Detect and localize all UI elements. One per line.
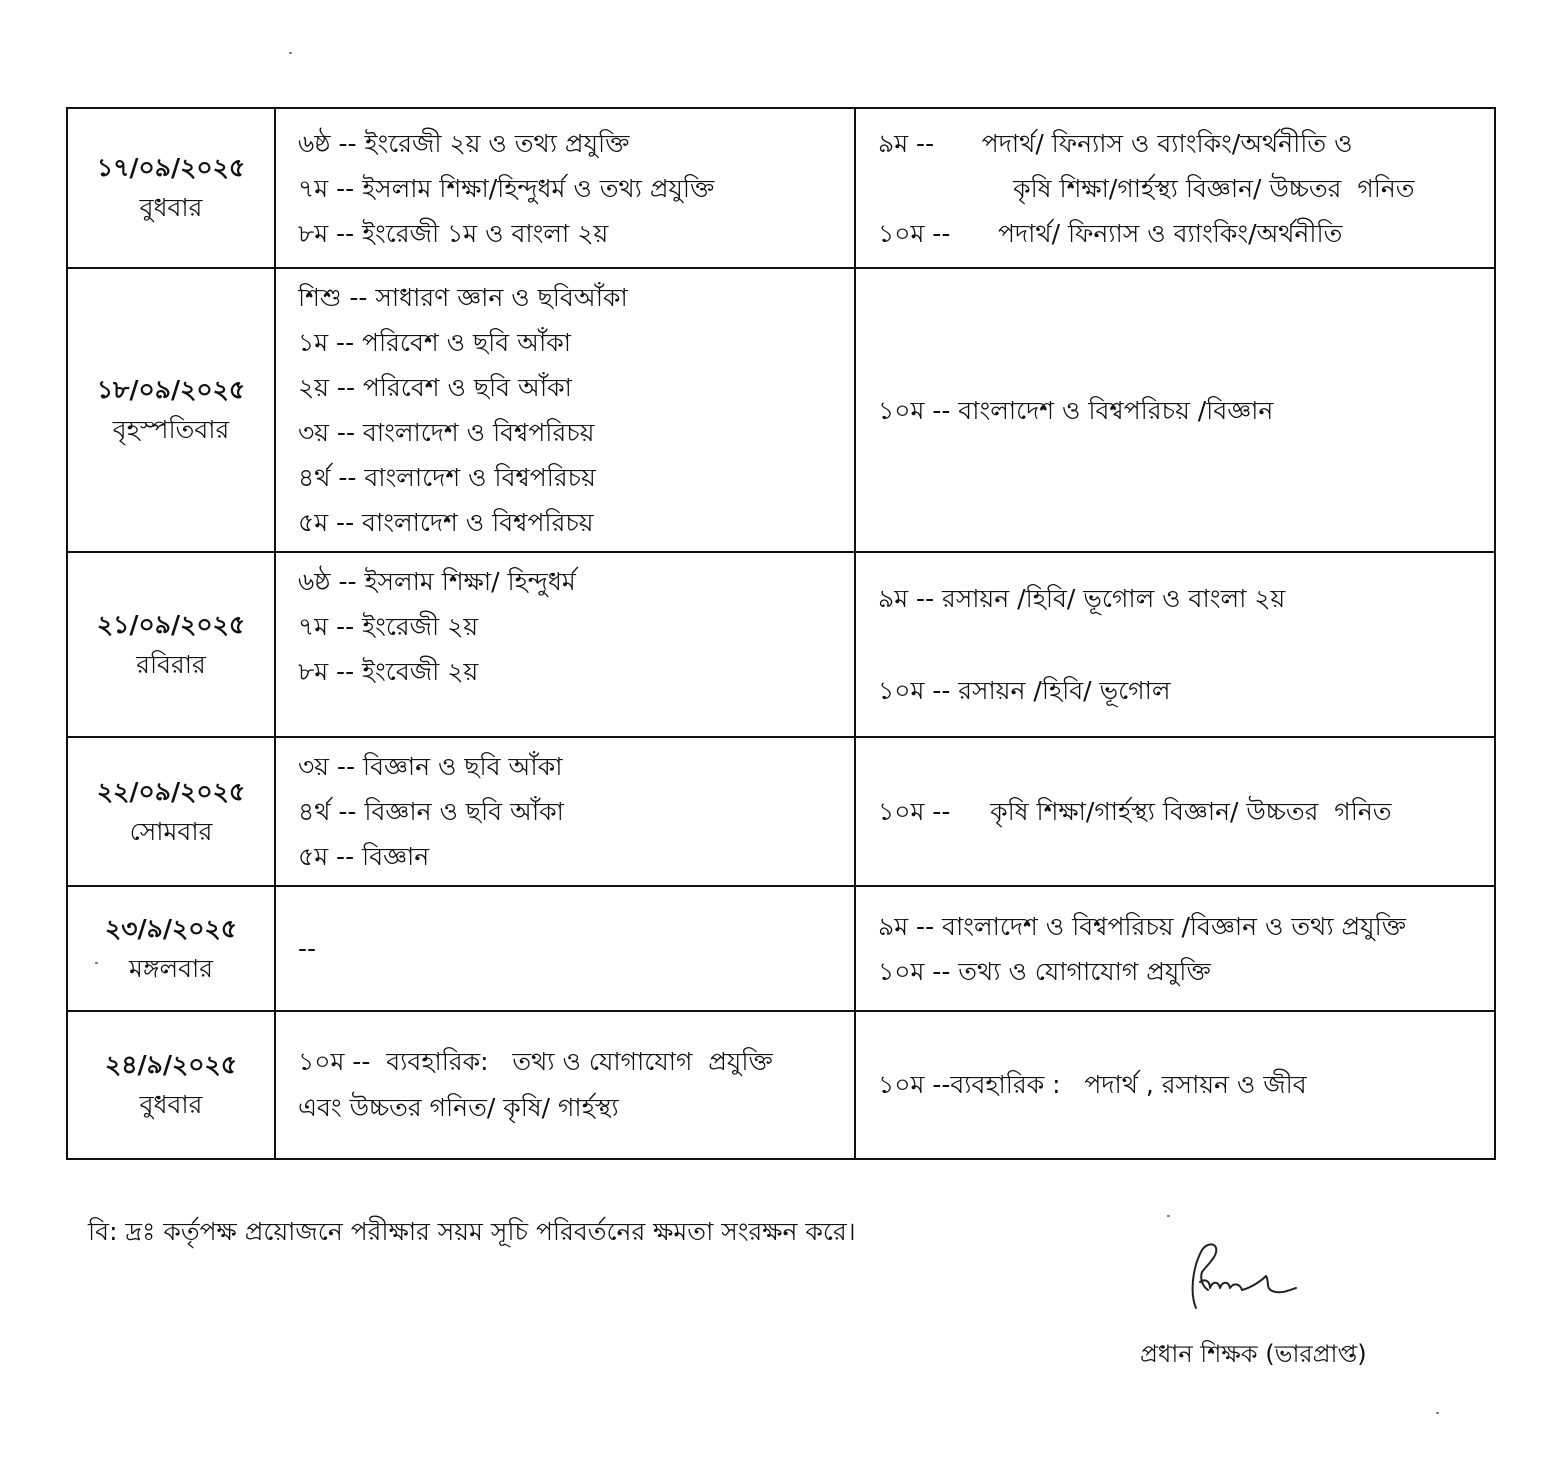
schedule-row (67, 886, 1495, 1011)
class-subject-line: ৯ম -- বাংলাদেশ ও বিশ্বপরিচয় /বিজ্ঞান ও তথ্য প্রযুক্তি (878, 911, 1407, 941)
schedule-row (67, 552, 1495, 737)
class-subject-line: ১০ম -- পদার্থ/ ফিন্যাস ও ব্যাংকিং/অর্থনীতি (878, 218, 1343, 248)
schedule-row (67, 268, 1495, 552)
class-subject-line: কৃষি শিক্ষা/গার্হস্থ্য বিজ্ঞান/ উচ্চতর গনিত (878, 173, 1415, 203)
junior-classes-cell (275, 268, 855, 552)
signature-image (1180, 1238, 1300, 1318)
junior-classes-cell (275, 886, 855, 1011)
class-subject-line: এবং উচ্চতর গনিত/ কৃষি/ গার্হস্থ্য (298, 1093, 619, 1122)
class-subject-line: ৬ষ্ঠ -- ইসলাম শিক্ষা/ হিন্দুধর্ম (298, 567, 576, 596)
exam-day: বৃহস্পতিবার (112, 415, 230, 444)
schedule-row (67, 108, 1495, 268)
senior-classes-cell (855, 1011, 1495, 1159)
footnote: বি: দ্রঃ কর্তৃপক্ষ প্রয়োজনে পরীক্ষার সয়ম সূচি পরিবর্তনের ক্ষমতা সংরক্ষন করে। (88, 1217, 856, 1246)
class-subject-line: ১০ম -- তথ্য ও যোগাযোগ প্রযুক্তি (878, 956, 1211, 986)
class-subject-line: ২য় -- পরিবেশ ও ছবি আঁকা (298, 373, 572, 402)
date-cell (67, 737, 275, 886)
class-subject-line: ১০ম -- রসায়ন /হিবি/ ভূগোল (878, 675, 1171, 705)
date-cell (67, 552, 275, 737)
date-cell (67, 886, 275, 1011)
junior-classes-cell (275, 108, 855, 268)
class-subject-line: -- (298, 934, 317, 963)
senior-classes-cell (855, 737, 1495, 886)
senior-classes-cell (855, 108, 1495, 268)
schedule-row (67, 1011, 1495, 1159)
senior-classes-cell (855, 552, 1495, 737)
class-subject-line: ৫ম -- বাংলাদেশ ও বিশ্বপরিচয় (298, 508, 594, 537)
class-subject-line: ৫ম -- বিজ্ঞান (298, 842, 430, 871)
schedule-row (67, 737, 1495, 886)
class-subject-line: ৪র্থ -- বিজ্ঞান ও ছবি আঁকা (298, 797, 564, 826)
class-subject-line: ৩য় -- বিজ্ঞান ও ছবি আঁকা (298, 752, 563, 781)
signatory-title: প্রধান শিক্ষক (ভারপ্রাপ্ত) (1140, 1340, 1367, 1368)
class-subject-line: ৬ষ্ঠ -- ইংরেজী ২য় ও তথ্য প্রযুক্তি (298, 128, 630, 158)
class-subject-line: ৩য় -- বাংলাদেশ ও বিশ্বপরিচয় (298, 418, 595, 447)
junior-classes-cell (275, 552, 855, 737)
exam-day: রবিরার (136, 649, 206, 679)
exam-date: ২২/০৯/২০২৫ (96, 776, 246, 806)
class-subject-line: ৮ম -- ইংবেজী ২য় (298, 657, 479, 686)
class-subject-line: ১০ম -- ব্যবহারিক: তথ্য ও যোগাযোগ প্রযুক্তি (298, 1047, 773, 1076)
class-subject-line: ১ম -- পরিবেশ ও ছবি আঁকা (298, 328, 572, 357)
exam-date: ২৩/৯/২০২৫ (105, 913, 237, 943)
junior-classes-cell (275, 1011, 855, 1159)
class-subject-line: ৪র্থ -- বাংলাদেশ ও বিশ্বপরিচয় (298, 463, 596, 492)
senior-classes-cell (855, 268, 1495, 552)
class-subject-line: ১০ম -- বাংলাদেশ ও বিশ্বপরিচয় /বিজ্ঞান (878, 395, 1274, 425)
exam-day: মঙ্গলবার (128, 953, 213, 983)
exam-day: সোমবার (129, 816, 213, 846)
date-cell (67, 268, 275, 552)
class-subject-line: ১০ম -- কৃষি শিক্ষা/গার্হস্থ্য বিজ্ঞান/ উচ্চতর গনিত (878, 797, 1392, 826)
exam-date: ২১/০৯/২০২৫ (96, 609, 246, 639)
date-cell (67, 108, 275, 268)
senior-classes-cell (855, 886, 1495, 1011)
exam-day: বুধবার (139, 1090, 203, 1119)
class-subject-line: ৭ম -- ইংরেজী ২য় (298, 612, 479, 641)
class-subject-line: ৮ম -- ইংরেজী ১ম ও বাংলা ২য় (298, 218, 609, 248)
exam-date: ১৭/০৯/২০২৫ (96, 153, 246, 182)
class-subject-line: ১০ম --ব্যবহারিক : পদার্থ , রসায়ন ও জীব (878, 1070, 1307, 1099)
exam-date: ১৮/০৯/২০২৫ (96, 375, 246, 404)
scan-speck (289, 52, 292, 54)
junior-classes-cell (275, 737, 855, 886)
class-subject-line: ৭ম -- ইসলাম শিক্ষা/হিন্দুধর্ম ও তথ্য প্রযুক্তি (298, 173, 715, 203)
class-subject-line: ৯ম -- রসায়ন /হিবি/ ভূগোল ও বাংলা ২য় (878, 583, 1286, 613)
date-cell (67, 1011, 275, 1159)
scan-speck (1436, 1412, 1439, 1414)
exam-day: বুধবার (139, 193, 203, 222)
exam-schedule-table (66, 107, 1496, 1160)
scan-speck (95, 962, 98, 964)
class-subject-line: ৯ম -- পদার্থ/ ফিন্যাস ও ব্যাংকিং/অর্থনীতি ও (878, 128, 1353, 158)
class-subject-line: শিশু -- সাধারণ জ্ঞান ও ছবিআঁকা (298, 283, 628, 312)
scan-speck (1167, 1215, 1170, 1217)
exam-date: ২৪/৯/২০২৫ (105, 1050, 237, 1079)
